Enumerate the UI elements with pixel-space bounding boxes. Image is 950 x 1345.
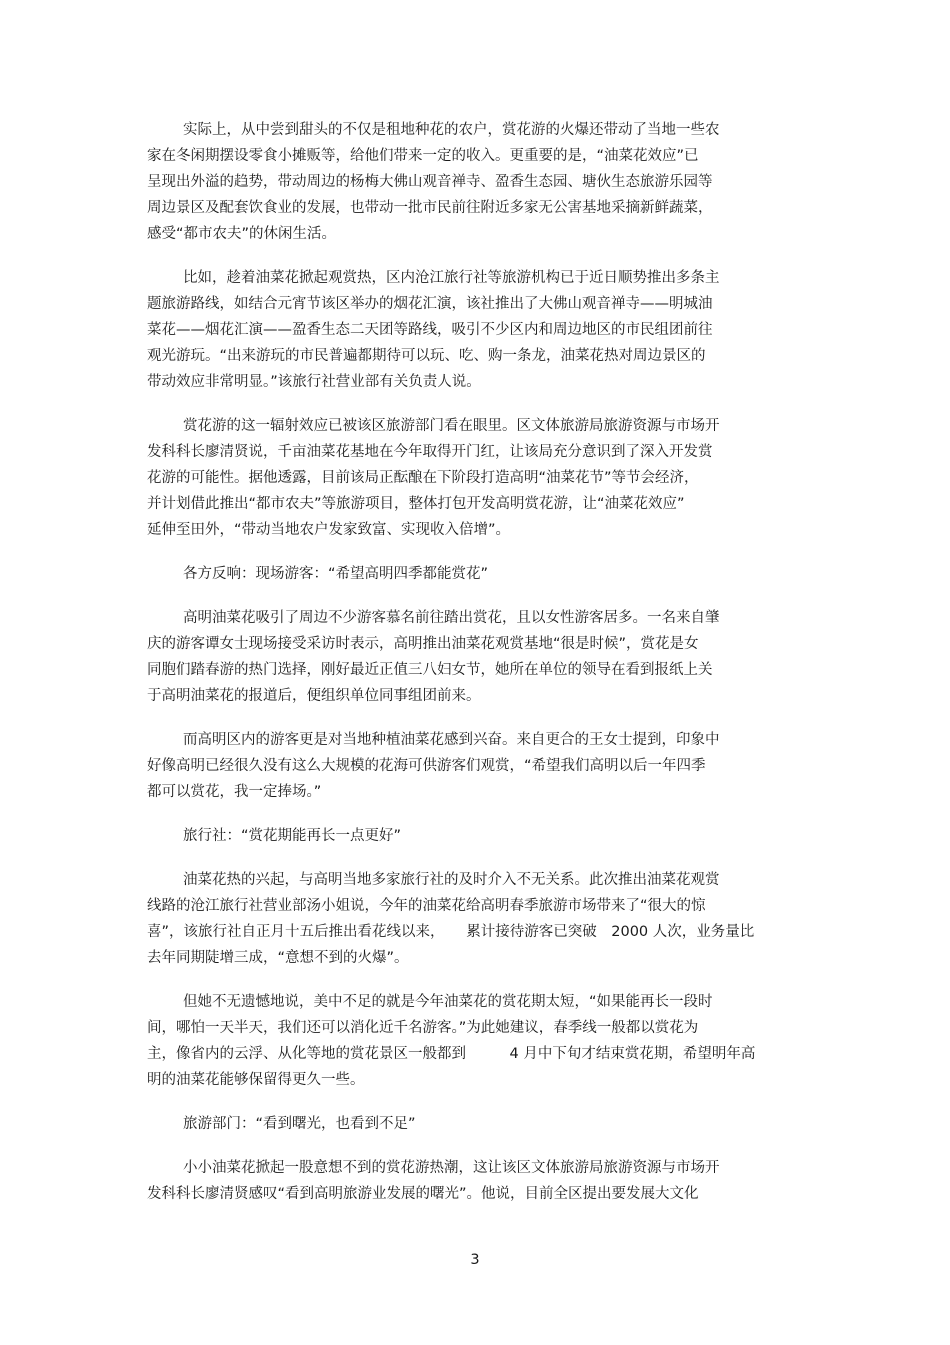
text-line: 比如，趁着油菜花掀起观赏热，区内沧江旅行社等旅游机构已于近日顺势推出多条主 [183,270,720,286]
text-line: 好像高明已经很久没有这么大规模的花海可供游客们观赏，“希望我们高明以后一年四季 [147,758,706,774]
text-line: 高明油菜花吸引了周边不少游客慕名前往踏出赏花，且以女性游客居多。一名来自肇 [183,610,720,626]
text-line: 都可以赏花，我一定捧场。” [147,784,322,800]
text-line: 感受“都市农夫”的休闲生活。 [147,226,337,242]
text-line: 家在冬闲期摆设零食小摊贩等，给他们带来一定的收入。更重要的是，“油菜花效应”已 [147,148,699,164]
text-line: 同胞们踏春游的热门选择，刚好最近正值三八妇女节，她所在单位的领导在看到报纸上关 [147,662,713,678]
page-number: 3 [470,1252,480,1268]
text-line: 主，像省内的云浮、从化等地的赏花景区一般都到 4 月中下旬才结束赏花期，希望明年高 [147,1046,756,1062]
text-line: 实际上，从中尝到甜头的不仅是租地种花的农户，赏花游的火爆还带动了当地一些农 [183,122,720,138]
text-line: 延伸至田外，“带动当地农户发家致富、实现收入倍增”。 [147,522,511,538]
text-line: 小小油菜花掀起一股意想不到的赏花游热潮，这让该区文体旅游局旅游资源与市场开 [183,1160,720,1176]
text-line: 明的油菜花能够保留得更久一些。 [147,1072,365,1088]
text-line: 喜”，该旅行社自正月十五后推出看花线以来， 累计接待游客已突破 2000 人次，业务量比 [147,924,755,940]
text-line: 间，哪怕一天半天，我们还可以消化近千名游客。”为此她建议，春季线一般都以赏花为 [147,1020,699,1036]
text-line: 发科科长廖清贤感叹“看到高明旅游业发展的曙光”。他说，目前全区提出要发展大文化 [147,1186,699,1202]
text-line: 花游的可能性。据他透露，目前该局正酝酿在下阶段打造高明“油菜花节”等节会经济， [147,470,699,486]
text-line: 呈现出外溢的趋势，带动周边的杨梅大佛山观音禅寺、盈香生态园、塘伙生态旅游乐园等 [147,174,713,190]
text-line: 线路的沧江旅行社营业部汤小姐说，今年的油菜花给高明春季旅游市场带来了“很大的惊 [147,898,706,914]
section-heading: 旅行社：“赏花期能再长一点更好” [183,828,402,844]
text-line: 观光游玩。“出来游玩的市民普遍都期待可以玩、吃、购一条龙，油菜花热对周边景区的 [147,348,706,364]
text-line: 发科科长廖清贤说，千亩油菜花基地在今年取得开门红，让该局充分意识到了深入开发赏 [147,444,713,460]
text-line: 去年同期陡增三成，“意想不到的火爆”。 [147,950,409,966]
text-line: 周边景区及配套饮食业的发展，也带动一批市民前往附近多家无公害基地采摘新鲜蔬菜， [147,200,713,216]
text-line: 但她不无遗憾地说，美中不足的就是今年油菜花的赏花期太短，“如果能再长一段时 [183,994,713,1010]
text-line: 于高明油菜花的报道后，便组织单位同事组团前来。 [147,688,481,704]
section-heading: 旅游部门：“看到曙光，也看到不足” [183,1116,416,1132]
text-line: 题旅游路线，如结合元宵节该区举办的烟花汇演，该社推出了大佛山观音禅寺——明城油 [147,296,713,312]
text-line: 庆的游客谭女士现场接受采访时表示，高明推出油菜花观赏基地“很是时候”，赏花是女 [147,636,699,652]
text-line: 并计划借此推出“都市农夫”等旅游项目，整体打包开发高明赏花游，让“油菜花效应” [147,496,685,512]
text-line: 而高明区内的游客更是对当地种植油菜花感到兴奋。来自更合的王女士提到，印象中 [183,732,720,748]
text-line: 赏花游的这一辐射效应已被该区旅游部门看在眼里。区文体旅游局旅游资源与市场开 [183,418,720,434]
text-line: 带动效应非常明显。”该旅行社营业部有关负责人说。 [147,374,481,390]
section-heading: 各方反响：现场游客：“希望高明四季都能赏花” [183,566,489,582]
text-line: 菜花——烟花汇演——盈香生态二天团等路线，吸引不少区内和周边地区的市民组团前往 [147,322,713,338]
text-line: 油菜花热的兴起，与高明当地多家旅行社的及时介入不无关系。此次推出油菜花观赏 [183,872,720,888]
